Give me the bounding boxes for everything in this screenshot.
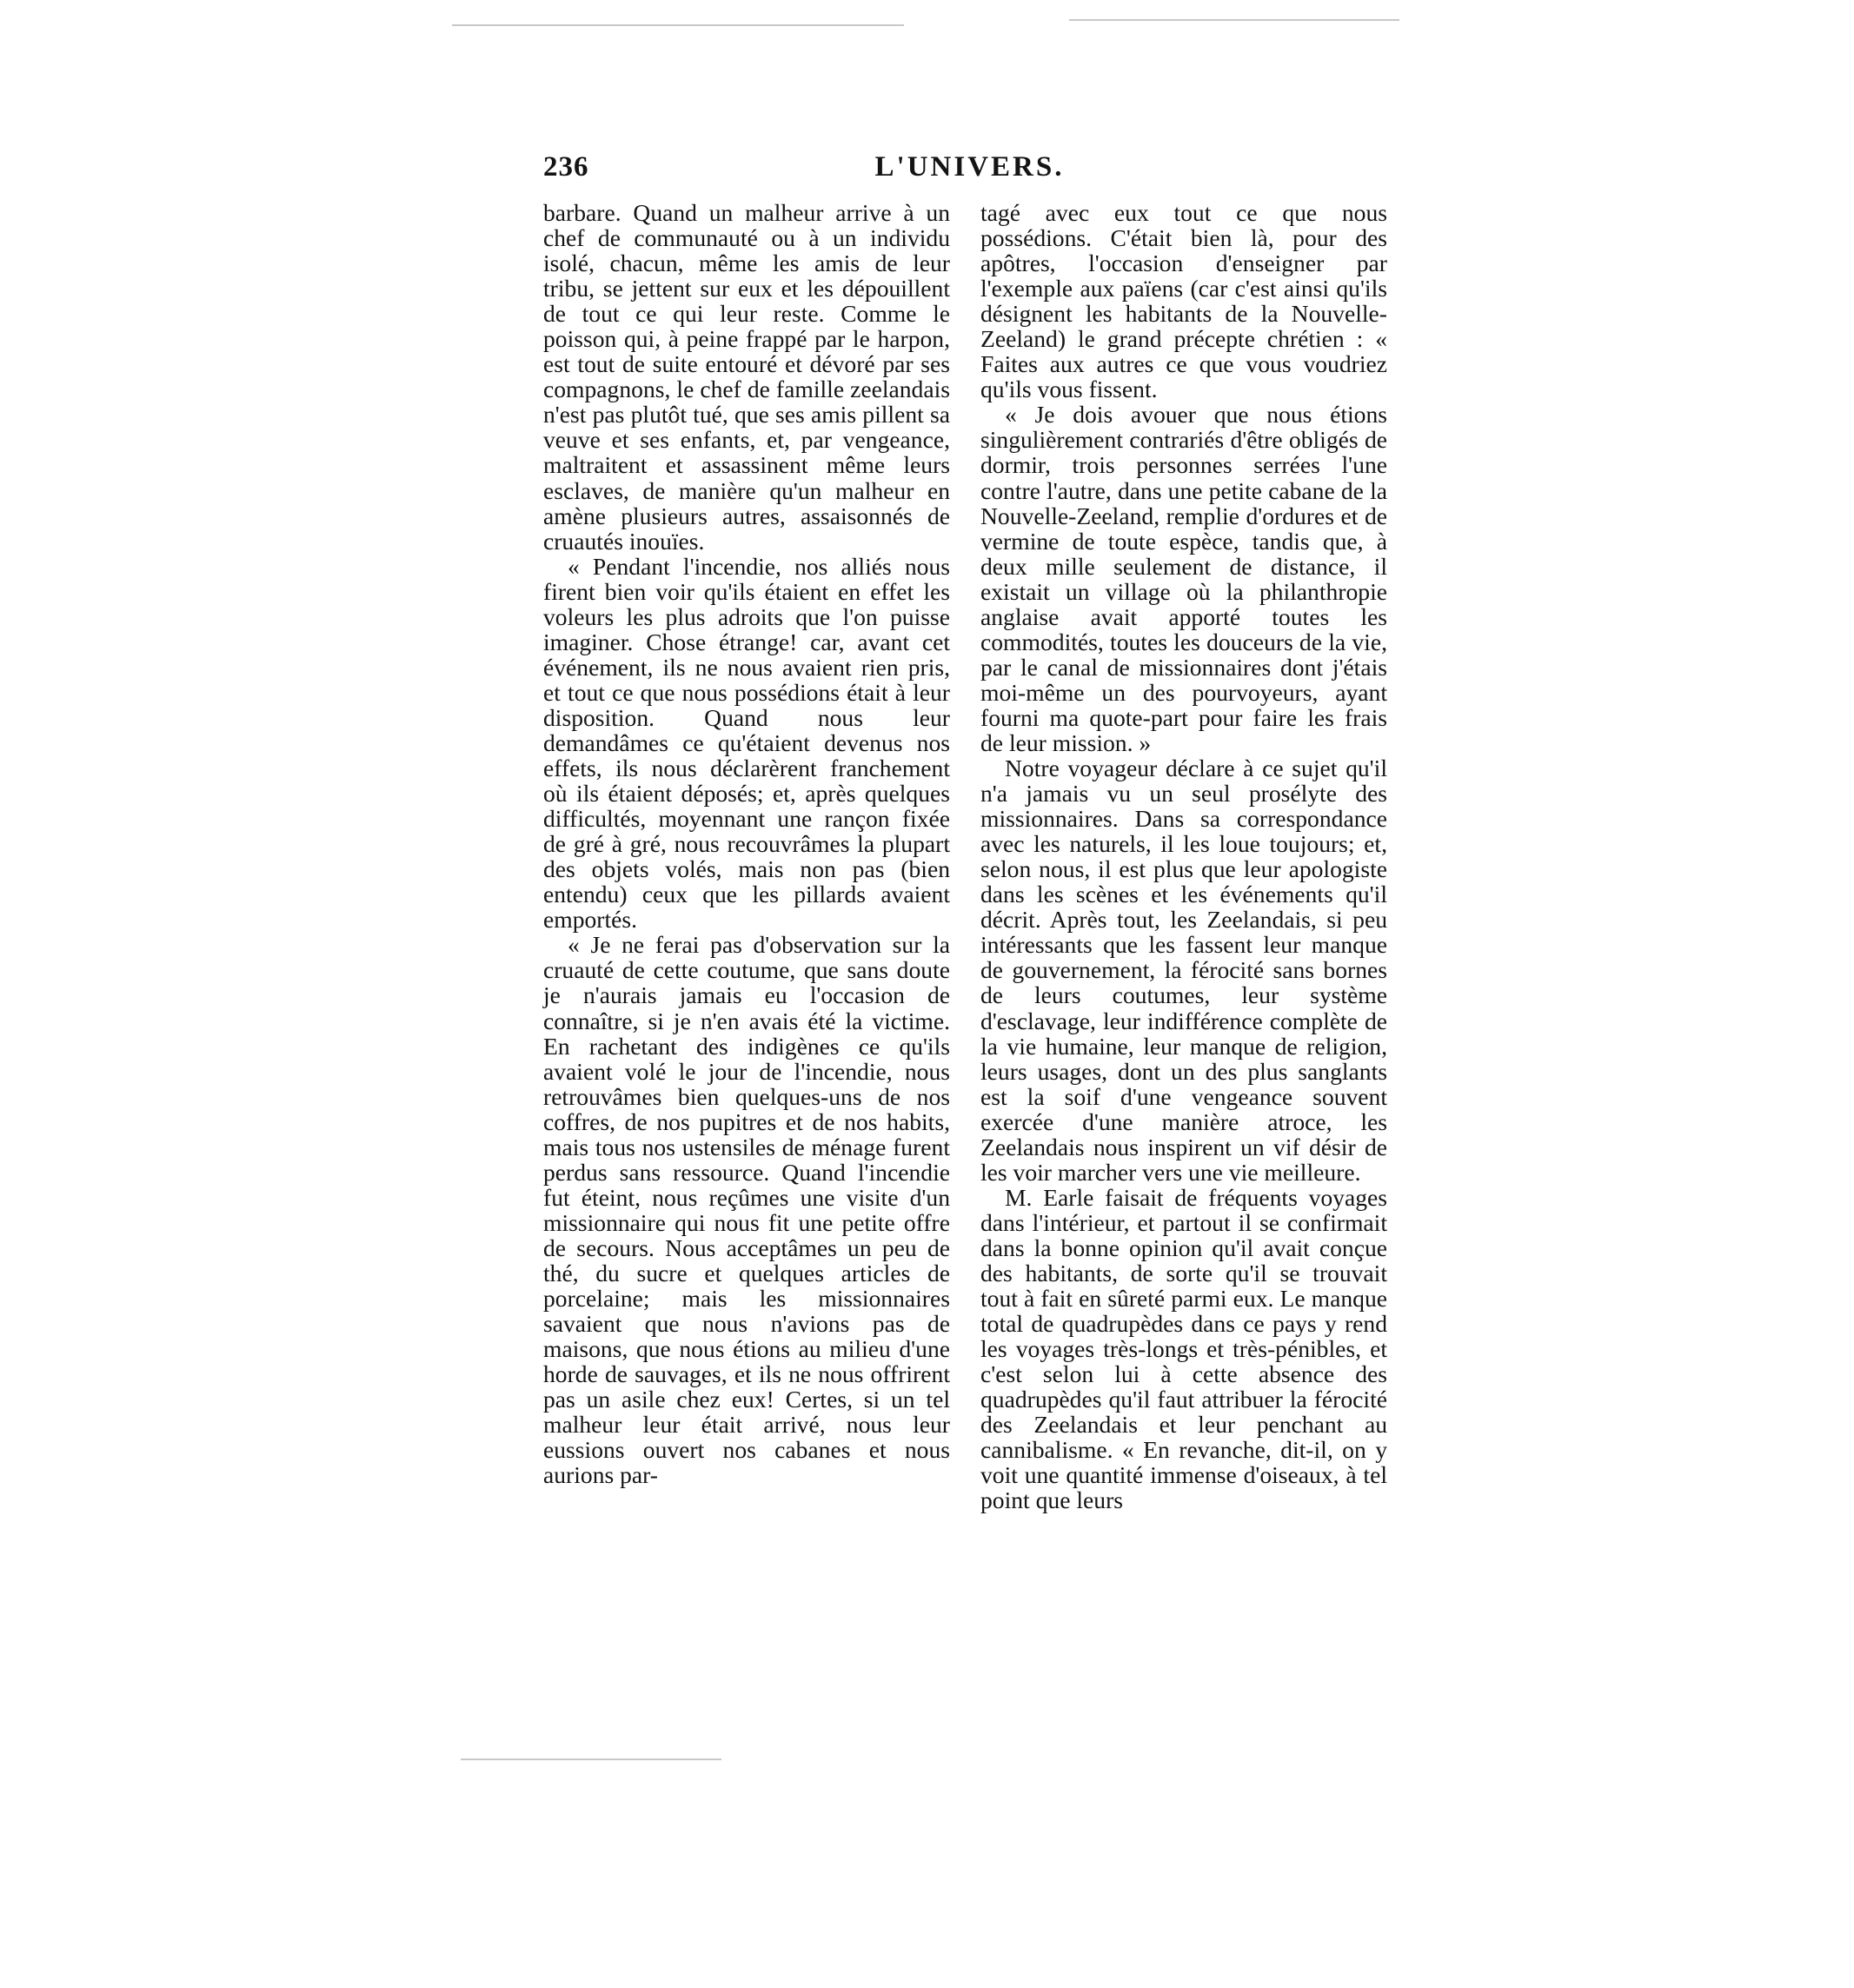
book-title: L'UNIVERS. [874, 151, 1065, 183]
paragraph: tagé avec eux tout ce que nous possédions. C'était bien là, pour des apôtres, l'occasion d'enseigner par l'exemple aux païens (car c'est ainsi qu'ils désignent les habitants de la Nouvelle-Zeeland) le grand précepte chrétien : « Faites aux autres ce que vous voudriez qu'ils vous fissent. [980, 199, 1387, 403]
running-head [542, 148, 1398, 193]
scan-artifact-top-left [452, 24, 904, 26]
paragraph: « Je ne ferai pas d'observation sur la cruauté de cette coutume, que sans doute je n'aurais jamais eu l'occasion de connaître, si je n'en avais été la victime. En rachetant des indigènes ce qu'ils avaient volé le jour de l'incendie, nous retrouvâmes bien quelques-uns de nos coffres, de nos pupitres et de nos habits, mais tous nos ustensiles de ménage furent perdus sans ressource. Quand l'incendie fut éteint, nous reçûmes une visite d'un missionnaire qui nous fit une petite offre de secours. Nous acceptâmes un peu de thé, du sucre et quelques articles de porcelaine; mais les missionnaires savaient que nous n'avions pas de maisons, que nous étions au milieu d'une horde de sauvages, et ils ne nous offrirent pas un asile chez eux! Certes, si un tel malheur leur était arrivé, nous leur eussions ouvert nos cabanes et nous aurions par- [543, 931, 950, 1489]
page-number: 236 [543, 151, 589, 183]
paragraph: Notre voyageur déclare à ce sujet qu'il n'a jamais vu un seul prosélyte des missionnaires. Dans sa correspondance avec les naturels, il les loue toujours; et, selon nous, il est plus que leur apologiste dans les scènes et les événements qu'il décrit. Après tout, les Zeelandais, si peu intéressants que les fassent leur manque de gouvernement, la férocité sans bornes de leurs coutumes, leur système d'esclavage, leur indifférence complète de la vie humaine, leur manque de religion, leurs usages, dont un des plus sanglants est la soif d'une vengeance souvent exercée d'une manière atroce, les Zeelandais nous inspirent un vif désir de les voir marcher vers une vie meilleure. [980, 755, 1387, 1186]
paragraph: « Pendant l'incendie, nos alliés nous firent bien voir qu'ils étaient en effet les voleurs les plus adroits que l'on puisse imaginer. Chose étrange! car, avant cet événement, ils ne nous avaient rien pris, et tout ce que nous possédions était à leur disposition. Quand nous leur demandâmes ce qu'étaient devenus nos effets, ils nous déclarèrent franchement où ils étaient déposés; et, après quelques difficultés, moyennant une rançon fixée de gré à gré, nous recouvrâmes la plupart des objets volés, mais non pas (bien entendu) ceux que les pillards avaient emportés. [543, 552, 950, 934]
book-page [542, 148, 1398, 1582]
paragraph: M. Earle faisait de fréquents voyages dans l'intérieur, et partout il se confirmait dans la bonne opinion qu'il avait conçue des habitants, de sorte qu'il se trouvait tout à fait en sûreté parmi eux. Le manque total de quadrupèdes dans ce pays y rend les voyages très-longs et très-pénibles, et c'est selon lui à cette absence des quadrupèdes qu'il faut attribuer la férocité des Zeelandais et leur penchant au cannibalisme. « En revanche, dit-il, on y voit une quantité immense d'oiseaux, à tel point que leurs [980, 1183, 1387, 1514]
right-column [980, 200, 1387, 1513]
paragraph: « Je dois avouer que nous étions singulièrement contrariés d'être obligés de dormir, trois personnes serrées l'une contre l'autre, dans une petite cabane de la Nouvelle-Zeeland, remplie d'ordures et de vermine de toute espèce, tandis que, à deux mille seulement de distance, il existait un village où la philanthropie anglaise avait apporté toutes les commodités, toutes les douceurs de la vie, par le canal de missionnaires dont j'étais moi-même un des pourvoyeurs, ayant fourni ma quote-part pour faire les frais de leur mission. » [980, 401, 1387, 756]
scan-artifact-top-right [1069, 19, 1399, 21]
paragraph: barbare. Quand un malheur arrive à un chef de communauté ou à un individu isolé, chacun, même les amis de leur tribu, se jettent sur eux et les dépouillent de tout ce qui leur reste. Comme le poisson qui, à peine frappé par le harpon, est tout de suite entouré et dévoré par ses compagnons, le chef de famille zeelandais n'est pas plutôt tué, que ses amis pillent sa veuve et ses enfants, et, par vengeance, maltraitent et assassinent même leurs esclaves, de manière qu'un malheur en amène plusieurs autres, assaisonnés de cruautés inouïes. [543, 199, 950, 555]
left-column [543, 200, 950, 1487]
scan-artifact-bottom [461, 1759, 721, 1760]
